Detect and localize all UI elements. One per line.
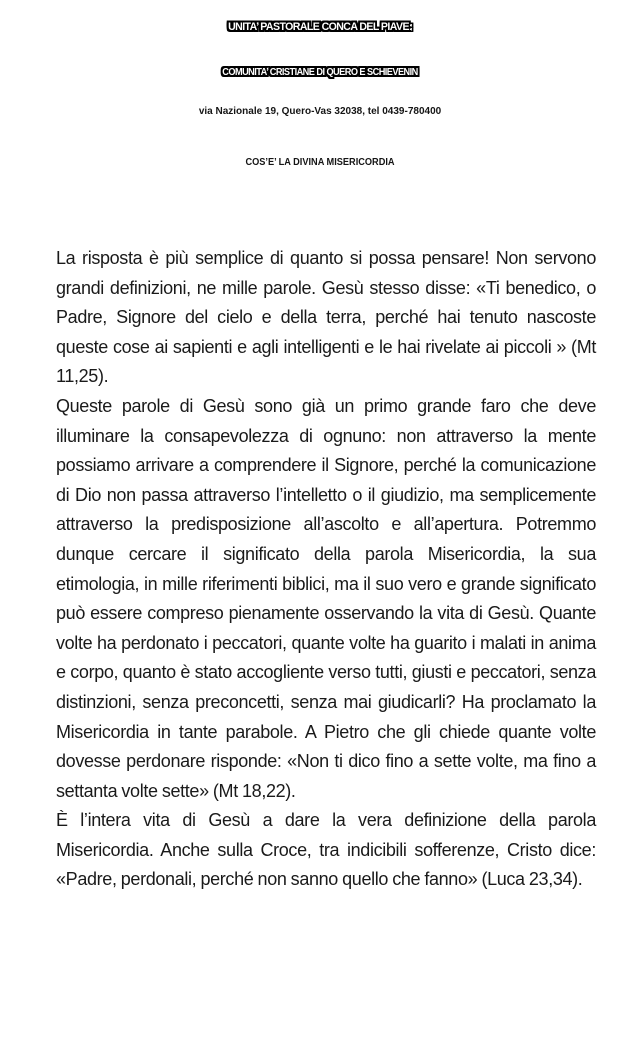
article-heading: COS’E’ LA DIVINA MISERICORDIA xyxy=(245,157,395,168)
article-paragraph: È l’intera vita di Gesù a dare la vera definizione della parola Misericordia. Anche sulla Croce, tra indicibili sofferenze, Cristo dice: «Padre, perdonali, perché non sanno quello che fanno» (Luca 23,34). xyxy=(56,810,596,890)
community-subtitle: COMUNITA’ CRISTIANE DI QUERO E SCHIEVENIN xyxy=(222,67,418,78)
contact-address: via Nazionale 19, Quero-Vas 32038, tel 0439-780400 xyxy=(198,106,442,117)
page-header xyxy=(0,0,640,126)
article-paragraph: Queste parole di Gesù sono già un primo grande faro che deve illuminare la consapevolezza di ognuno: non attraverso la mente possiamo arrivare a comprendere il Signore, perché la comunicazione di Dio non passa attraverso l’intelletto o il giudizio, ma semplicemente attraverso la predisposizione all’ascolto e all’apertura. Potremmo dunque cercare il significato della parola Misericordia, la sua etimologia, in mille riferimenti biblici, ma il suo vero e grande significato può essere compreso pienamente osservando la vita di Gesù. Quante volte ha perdonato i peccatori, quante volte ha guarito i malati in anima e corpo, quanto è stato accogliente verso tutti, giusti e peccatori, senza distinzioni, senza preconcetti, senza mai giudicarli? Ha proclamato la Misericordia in tante parabole. A Pietro che gli chiede quante volte dovesse perdonare risponde: «Non ti dico fino a sette volte, ma fino a settanta volte sette» (Mt 18,22). xyxy=(56,395,596,801)
parish-title: UNITA’ PASTORALE CONCA DEL PIAVE: xyxy=(228,21,412,33)
article-paragraph: La risposta è più semplice di quanto si possa pensare! Non servono grandi definizioni, ne mille parole. Gesù stesso disse: «Ti benedico, o Padre, Signore del cielo e della terra, perché hai tenuto nascoste queste cose ai sapienti e agli intelligenti e le hai rivelate ai piccoli » (Mt 11,25). xyxy=(56,248,596,387)
article-body xyxy=(56,244,596,895)
